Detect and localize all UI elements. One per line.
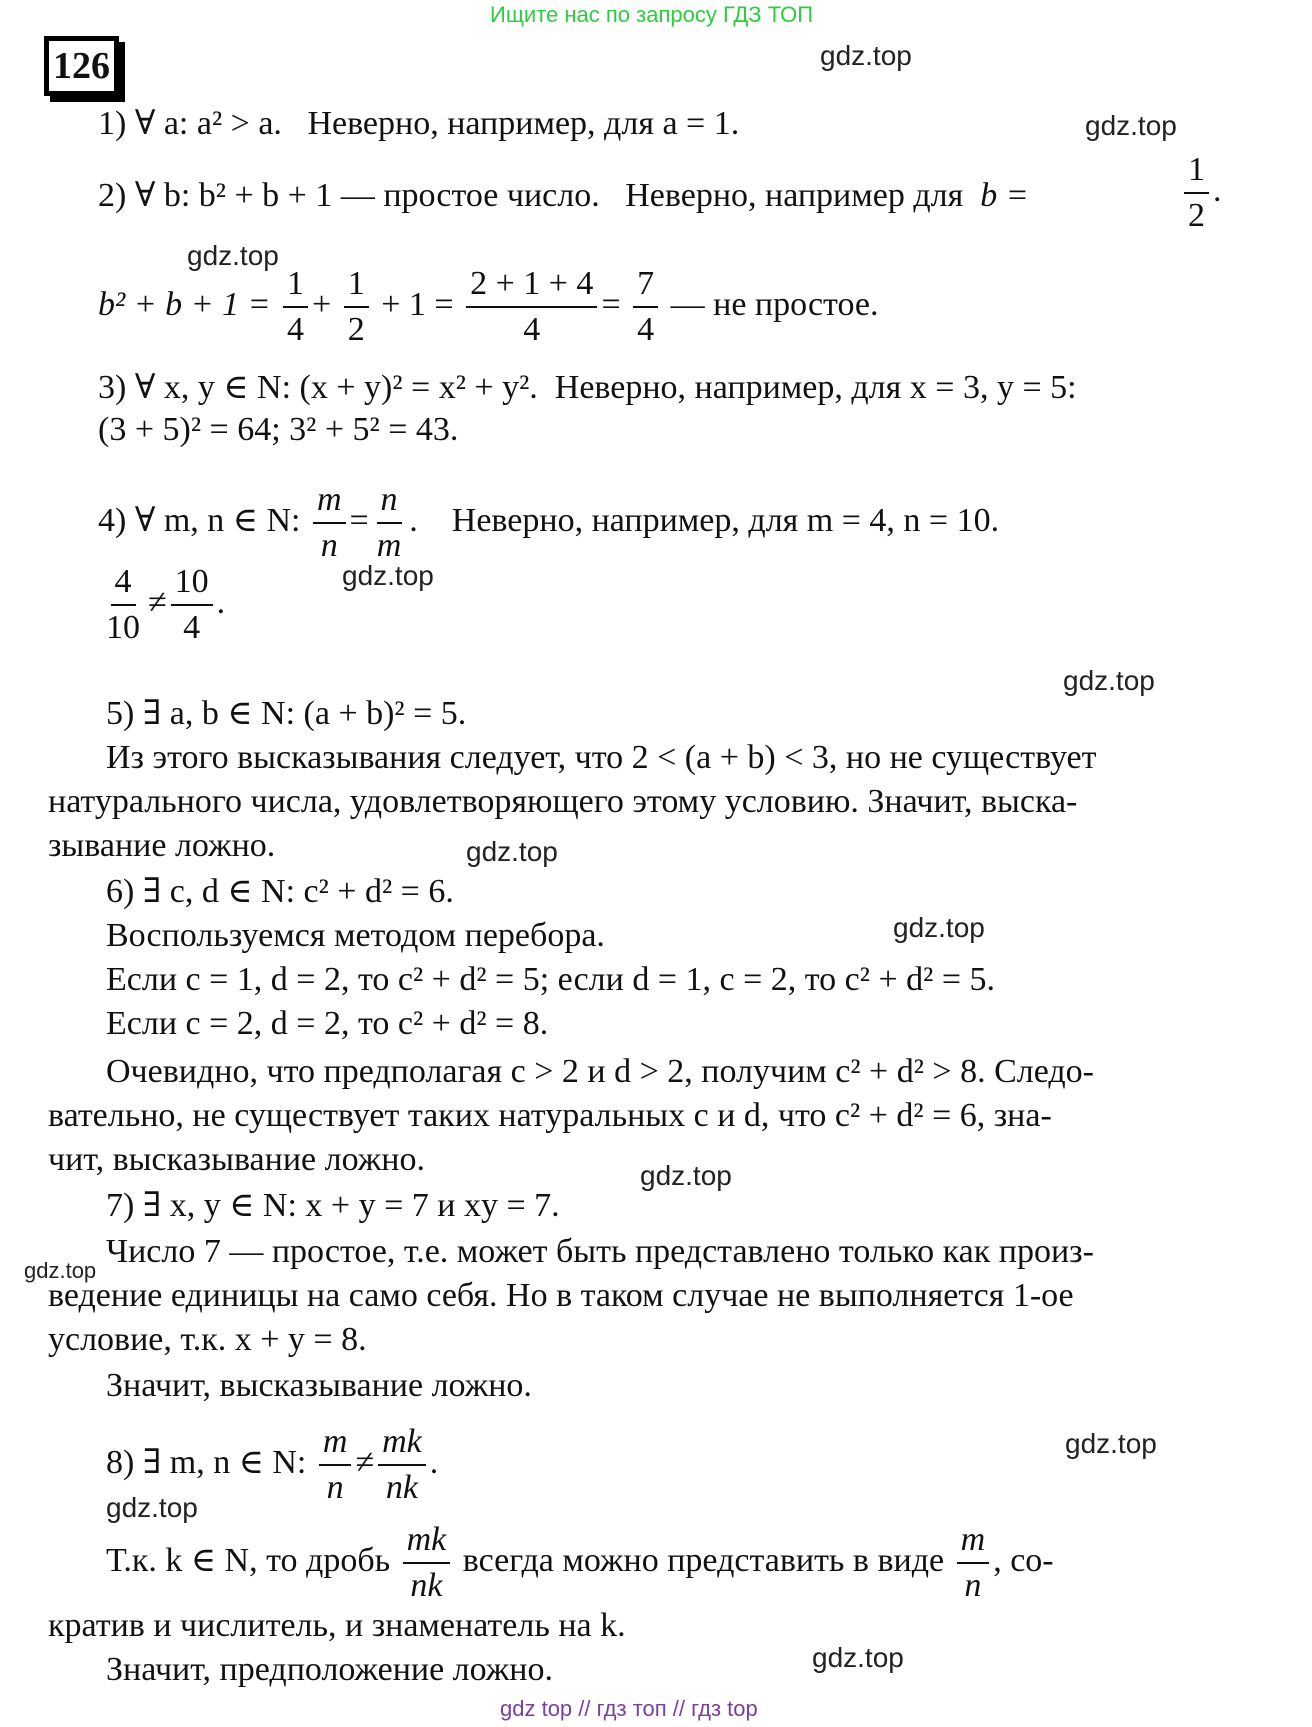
watermark: gdz.top <box>24 1258 97 1283</box>
watermark: gdz.top <box>812 1642 904 1673</box>
item-4-answer: Неверно, например, для m = 4, n = 10. <box>451 501 1000 539</box>
denominator: 2 <box>347 311 365 348</box>
numerator: 1 <box>1184 148 1209 194</box>
item-8: 8) ∃ m, n ∈ N: $\frac{m}{n}$ ≠ $\frac{mk}{nk}$ . <box>106 1420 438 1510</box>
item-7-paragraph: ведение единицы на само себя. Но в таком случае не выполняется 1-ое <box>48 1277 1074 1314</box>
numerator: 4 <box>111 560 136 606</box>
item-3-check: (3 + 5)² = 64; 3² + 5² = 43. <box>98 411 459 448</box>
watermark: gdz.top <box>106 1492 198 1523</box>
numerator: mk <box>403 1518 451 1564</box>
item-6-paragraph: Очевидно, что предполагая c > 2 и d > 2, получим c² + d² > 8. Следо- <box>106 1053 1095 1090</box>
numerator: m <box>319 1420 352 1466</box>
watermark: gdz.top <box>640 1160 732 1191</box>
item-3-statement: 3) ∀ x, y ∈ N: (x + y)² = x² + y². <box>98 369 538 406</box>
item-6-paragraph: чит, высказывание ложно. <box>48 1141 425 1178</box>
text: Т.к. k ∈ N, то дробь <box>106 1541 391 1579</box>
denominator: nk <box>410 1567 443 1604</box>
item-6-paragraph: Если c = 1, d = 2, то c² + d² = 5; если d = 1, c = 2, то c² + d² = 5. <box>106 961 996 998</box>
item-2-calculation: b² + b + 1 = $\frac{1}{4}$ + $\frac{1}{2}$ + 1 = $\frac{2 + 1 + 4}{4}$ = $\frac{7}{4}$ — не простое. <box>98 262 878 352</box>
item-7-paragraph: условие, т.к. x + y = 8. <box>48 1321 367 1358</box>
not-equal-sign: ≠ <box>355 1443 375 1481</box>
denominator: 4 <box>183 609 201 646</box>
item-4-check: $\frac{4}{10}$ ≠ $\frac{10}{4}$ . <box>98 560 225 650</box>
item-5-statement: 5) ∃ a, b ∈ N: (a + b)² = 5. <box>106 695 467 732</box>
numerator: m <box>957 1518 990 1564</box>
numerator: mk <box>378 1420 426 1466</box>
watermark: gdz.top <box>893 912 985 943</box>
item-8-paragraph: кратив и числитель, и знаменатель на k. <box>48 1607 626 1644</box>
watermark: gdz.top <box>187 240 279 271</box>
item-2-answer: Неверно, например для <box>625 177 964 214</box>
item-1 <box>98 104 739 144</box>
item-1-answer: Неверно, например, для a = 1. <box>307 105 740 142</box>
denominator: m <box>376 527 402 564</box>
watermark: gdz.top <box>820 40 912 71</box>
item-5-paragraph: зывание ложно. <box>48 827 276 864</box>
numerator: 2 + 1 + 4 <box>466 262 597 308</box>
item-3 <box>98 368 1077 408</box>
calc-plus-one: + 1 = <box>381 285 454 323</box>
denominator: n <box>320 527 338 564</box>
numerator: 10 <box>171 560 213 606</box>
item-2-statement: 2) ∀ b: b² + b + 1 — простое число. <box>98 177 600 214</box>
numerator: 1 <box>344 262 369 308</box>
item-4: 4) ∀ m, n ∈ N: $\frac{m}{n}$ = $\frac{n}{m}$ . Неверно, например, для m = 4, n = 10. <box>98 478 999 568</box>
item-7-statement: 7) ∃ x, y ∈ N: x + y = 7 и xy = 7. <box>106 1187 560 1224</box>
denominator: n <box>964 1567 982 1604</box>
item-6-paragraph: Воспользуемся методом перебора. <box>106 917 605 954</box>
numerator: m <box>313 478 346 524</box>
item-2-fraction: $\frac{1}{2}$ . <box>1180 148 1222 238</box>
item-8-paragraph: Значит, предположение ложно. <box>106 1651 553 1688</box>
not-equal-sign: ≠ <box>148 583 167 621</box>
item-6-paragraph: Если c = 2, d = 2, то c² + d² = 8. <box>106 1005 549 1042</box>
numerator: n <box>377 478 402 524</box>
item-5-paragraph: Из этого высказывания следует, что 2 < (a + b) < 3, но не существует <box>106 739 1097 776</box>
denominator: 4 <box>287 311 305 348</box>
item-7-paragraph: Число 7 — простое, т.е. может быть представлено только как произ- <box>106 1233 1094 1270</box>
watermark: gdz.top <box>1063 665 1155 696</box>
denominator: 4 <box>523 311 541 348</box>
text: всегда можно представить в виде <box>462 1541 945 1579</box>
item-6-statement: 6) ∃ c, d ∈ N: c² + d² = 6. <box>106 873 454 910</box>
watermark: gdz.top <box>342 560 434 591</box>
item-6-paragraph: вательно, не существует таких натуральных c и d, что c² + d² = 6, зна- <box>48 1097 1052 1134</box>
denominator: 2 <box>1188 197 1205 234</box>
problem-number: 126 <box>44 36 119 96</box>
denominator: 4 <box>637 311 655 348</box>
item-8-statement: 8) ∃ m, n ∈ N: <box>106 1443 307 1481</box>
text: , со- <box>993 1541 1054 1579</box>
item-5-paragraph: натурального числа, удовлетворяющего этому условию. Значит, выска- <box>48 783 1078 820</box>
watermark: gdz.top <box>1065 1428 1157 1459</box>
footer-watermark: gdz top // гдз топ // гдз top <box>500 1696 758 1721</box>
calc-lhs: b² + b + 1 = <box>98 285 271 323</box>
calc-conclusion: — не простое. <box>670 285 879 323</box>
item-2 <box>98 176 1029 216</box>
numerator: 1 <box>283 262 308 308</box>
item-4-statement: 4) ∀ m, n ∈ N: <box>98 501 301 539</box>
denominator: 10 <box>106 609 140 646</box>
item-3-answer: Неверно, например, для x = 3, y = 5: <box>554 369 1077 406</box>
item-1-statement: 1) ∀ a: a² > a. <box>98 105 282 142</box>
search-banner: Ищите нас по запросу ГДЗ ТОП <box>490 2 814 27</box>
watermark: gdz.top <box>466 836 558 867</box>
numerator: 7 <box>633 262 658 308</box>
item-8-paragraph <box>106 1518 1054 1608</box>
item-2-b-eq: b = <box>980 177 1029 214</box>
denominator: nk <box>385 1469 418 1506</box>
denominator: n <box>326 1469 344 1506</box>
item-7-paragraph: Значит, высказывание ложно. <box>106 1367 532 1404</box>
watermark: gdz.top <box>1085 110 1177 141</box>
